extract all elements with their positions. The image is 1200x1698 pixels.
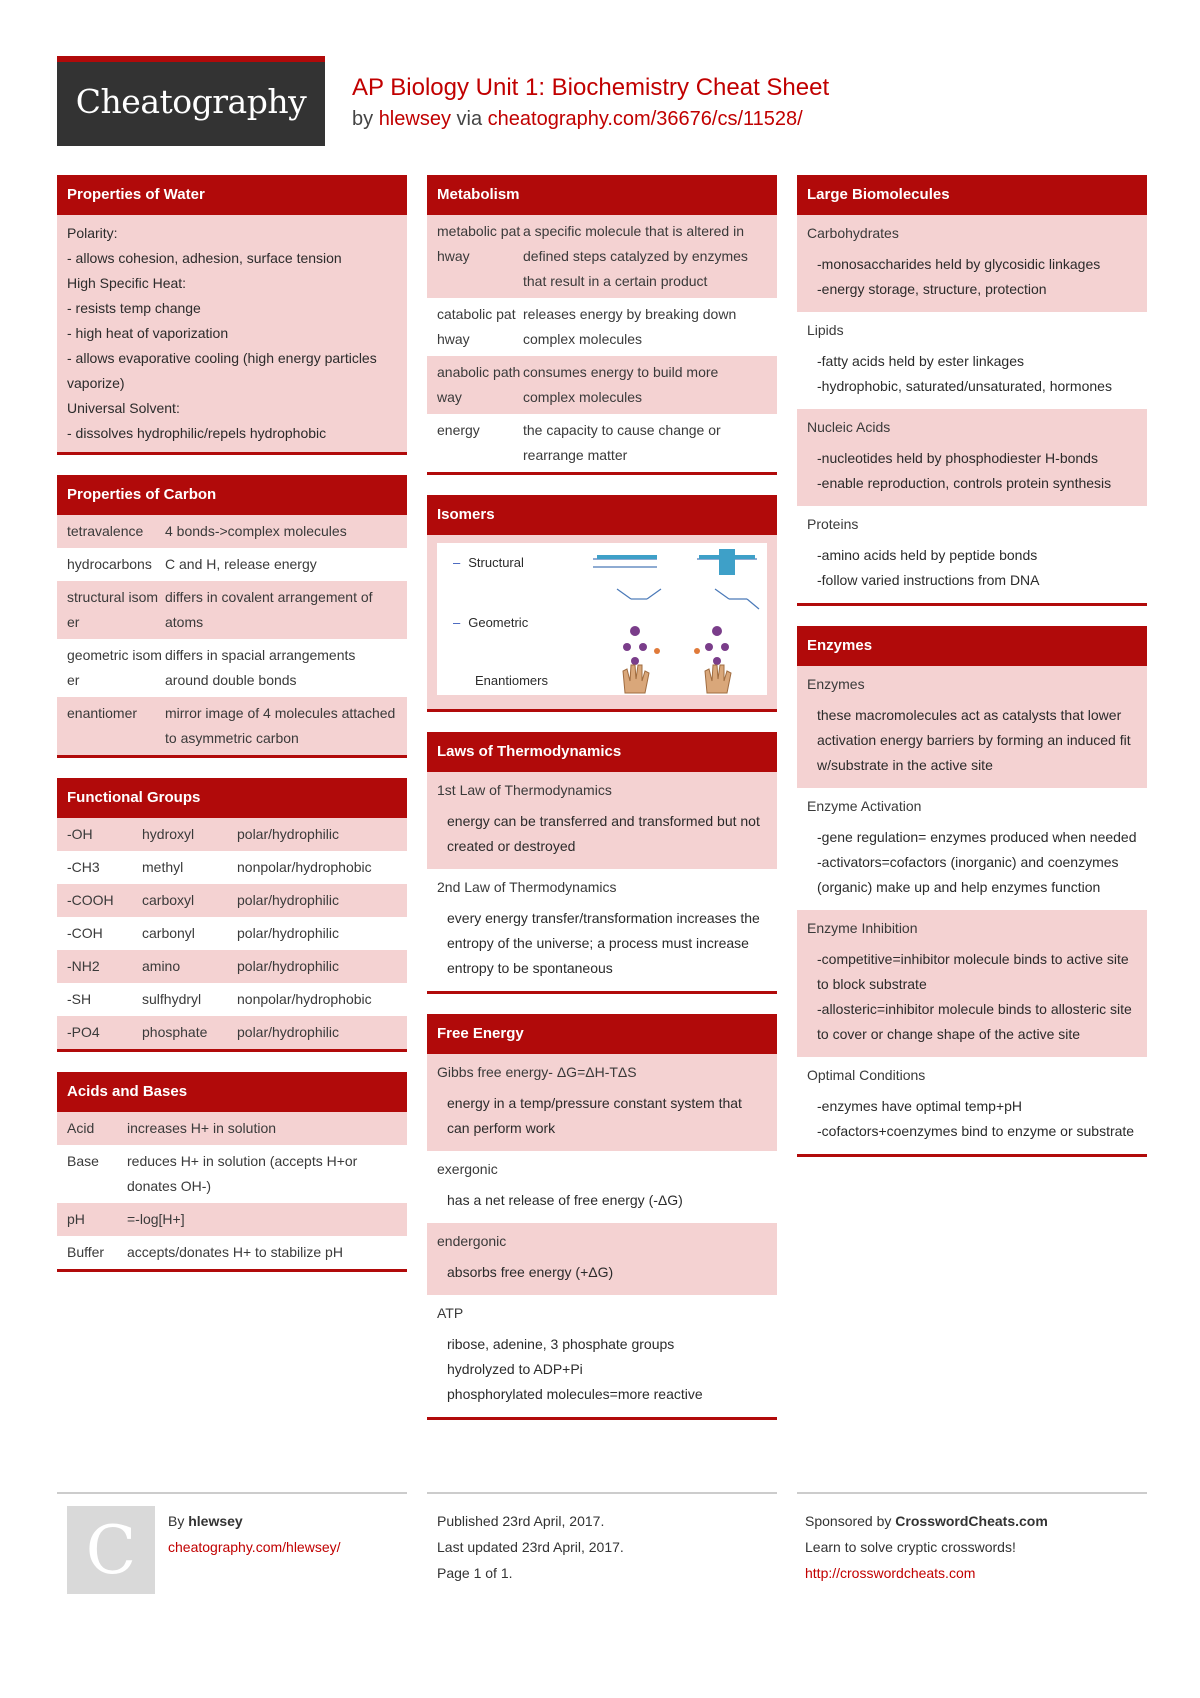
isomers-figure (437, 543, 767, 695)
subsection-body (797, 943, 1147, 1053)
subsection-body (427, 805, 777, 865)
subsection-body (797, 345, 1147, 405)
water-line: - allows cohesion, adhesion, surface tension (67, 250, 342, 266)
subsection-title: endergonic (437, 1233, 507, 1249)
footer-divider (797, 1492, 1147, 1494)
term: hydrocarbons (67, 556, 152, 572)
sponsored-by: Sponsored by (805, 1513, 892, 1529)
enzyme-group (797, 788, 1147, 910)
section-title: Large Biomolecules (797, 175, 1147, 215)
column-1 (57, 175, 407, 1292)
body-line: -nucleotides held by phosphodiester H-bonds (817, 450, 1098, 466)
body-line: -energy storage, structure, protection (817, 281, 1047, 297)
subsection-title: Enzymes (807, 676, 865, 692)
sheet-url-link[interactable]: cheatography.com/36676/cs/11528/ (487, 108, 803, 130)
body-line: energy can be transferred and transformed but not created or destroyed (447, 813, 760, 854)
polarity: polar/hydrophilic (237, 958, 339, 974)
definition: accepts/donates H+ to stabilize pH (127, 1244, 343, 1260)
subsection-title: Gibbs free energy- ΔG=ΔH-TΔS (437, 1064, 637, 1080)
subsection-body (427, 1256, 777, 1291)
section-large-biomolecules (797, 175, 1147, 606)
body-line: -gene regulation= enzymes produced when needed (817, 829, 1137, 845)
body-line: -competitive=inhibitor molecule binds to active site to block substrate (817, 951, 1129, 992)
subsection-body (797, 821, 1147, 906)
term: energy (437, 422, 480, 438)
biomolecule-group (797, 215, 1147, 312)
subsection-title: 1st Law of Thermodynamics (437, 782, 612, 798)
enzyme-group (797, 666, 1147, 788)
section-free-energy (427, 1014, 777, 1420)
subsection-body (427, 1328, 777, 1413)
subsection-title: 2nd Law of Thermodynamics (437, 879, 617, 895)
group-name: hydroxyl (142, 826, 195, 842)
water-line: - resists temp change (67, 300, 201, 316)
byline (352, 108, 803, 131)
group-name: phosphate (142, 1024, 208, 1040)
group-name: carboxyl (142, 892, 195, 908)
author-link[interactable]: hlewsey (378, 108, 451, 130)
footer-by: By (168, 1513, 185, 1529)
section-acids-and-bases (57, 1072, 407, 1272)
water-line: Polarity: (67, 225, 118, 241)
subsection-title: Enzyme Activation (807, 798, 922, 814)
formula: -OH (67, 826, 93, 842)
term: tetravalence (67, 523, 144, 539)
polarity: polar/hydrophilic (237, 1024, 339, 1040)
enzyme-group (797, 1057, 1147, 1154)
updated-date: Last updated 23rd April, 2017. (437, 1539, 624, 1555)
footer-dates (437, 1508, 624, 1586)
cheatography-logo[interactable] (57, 56, 325, 146)
biomolecule-group (797, 312, 1147, 409)
table-row (427, 356, 777, 414)
polarity: polar/hydrophilic (237, 892, 339, 908)
table-row (427, 215, 777, 298)
free-group (427, 1295, 777, 1417)
body-line: -amino acids held by peptide bonds (817, 547, 1038, 563)
body-line: energy in a temp/pressure constant system that can perform work (447, 1095, 742, 1136)
body-line: -activators=cofactors (inorganic) and coenzymes (organic) make up and help enzymes function (817, 854, 1119, 895)
definition: differs in covalent arrangement of atoms (165, 589, 373, 630)
subsection-title: Proteins (807, 516, 859, 532)
sponsor-tagline: Learn to solve cryptic crosswords! (805, 1539, 1016, 1555)
formula: -CH3 (67, 859, 100, 875)
page-title: AP Biology Unit 1: Biochemistry Cheat Sheet (352, 74, 830, 101)
molecule-diagram-icon (587, 543, 767, 695)
water-line: Universal Solvent: (67, 400, 180, 416)
footer-author (168, 1508, 341, 1560)
byline-via: via (456, 108, 483, 130)
footer-divider (427, 1492, 777, 1494)
isomer-label-text: Enantiomers (475, 673, 548, 688)
sponsor-link[interactable]: http://crosswordcheats.com (805, 1565, 976, 1581)
footer-author-link[interactable]: cheatography.com/hlewsey/ (168, 1539, 341, 1555)
avatar-letter: C (85, 1512, 137, 1589)
group-name: sulfhydryl (142, 991, 202, 1007)
definition: mirror image of 4 molecules attached to asymmetric carbon (165, 705, 396, 746)
body-line: -follow varied instructions from DNA (817, 572, 1040, 588)
table-row (57, 1236, 407, 1269)
formula: -PO4 (67, 1024, 100, 1040)
table-row (57, 1145, 407, 1203)
subsection-title: Lipids (807, 322, 844, 338)
table-row (427, 298, 777, 356)
term: pH (67, 1211, 85, 1227)
table-row (57, 950, 407, 983)
subsection-body (797, 248, 1147, 308)
definition: 4 bonds->complex molecules (165, 523, 347, 539)
subsection-body (797, 539, 1147, 599)
term: anabolic pathway (437, 364, 521, 405)
table-row (57, 917, 407, 950)
table-row (57, 548, 407, 581)
subsection-body (797, 1090, 1147, 1150)
table-row (57, 983, 407, 1016)
published-date: Published 23rd April, 2017. (437, 1513, 605, 1529)
term: Base (67, 1153, 99, 1169)
thermo-group (427, 869, 777, 991)
polarity: polar/hydrophilic (237, 826, 339, 842)
water-line: - high heat of vaporization (67, 325, 229, 341)
definition: the capacity to cause change or rearrange matter (523, 422, 721, 463)
biomolecule-group (797, 506, 1147, 603)
definition: consumes energy to build more complex molecules (523, 364, 719, 405)
isomer-label: – Geometric (453, 615, 529, 630)
section-title: Acids and Bases (57, 1072, 407, 1112)
term: structural isomer (67, 589, 159, 630)
polarity: polar/hydrophilic (237, 925, 339, 941)
footer-author-name[interactable]: hlewsey (188, 1513, 243, 1529)
polarity: nonpolar/hydrophobic (237, 991, 372, 1007)
isomer-label: – Structural (453, 555, 524, 570)
subsection-body (797, 442, 1147, 502)
definition: increases H+ in solution (127, 1120, 277, 1136)
isomer-label-text: Geometric (468, 615, 529, 630)
isomer-label-text: Structural (468, 555, 524, 570)
formula: -COOH (67, 892, 114, 908)
formula: -SH (67, 991, 92, 1007)
group-name: carbonyl (142, 925, 195, 941)
section-enzymes (797, 626, 1147, 1157)
table-row (57, 851, 407, 884)
table-row (57, 697, 407, 755)
page-number: Page 1 of 1. (437, 1565, 513, 1581)
body-line: -cofactors+coenzymes bind to enzyme or substrate (817, 1123, 1135, 1139)
definition: releases energy by breaking down complex molecules (523, 306, 737, 347)
body-line: every energy transfer/transformation increases the entropy of the universe; a process must increase entropy to be spontaneous (447, 910, 760, 976)
section-laws-of-thermodynamics (427, 732, 777, 994)
formula: -NH2 (67, 958, 100, 974)
term: geometric isomer (67, 647, 162, 688)
definition: C and H, release energy (165, 556, 317, 572)
body-line: -enzymes have optimal temp+pH (817, 1098, 1023, 1114)
table-row (57, 515, 407, 548)
author-avatar[interactable] (67, 1506, 155, 1594)
column-2 (427, 175, 777, 1440)
definition: reduces H+ in solution (accepts H+or donates OH-) (127, 1153, 358, 1194)
body-line: -hydrophobic, saturated/unsaturated, hormones (817, 378, 1112, 394)
section-title: Free Energy (427, 1014, 777, 1054)
section-title: Enzymes (797, 626, 1147, 666)
column-3 (797, 175, 1147, 1177)
section-title: Laws of Thermodynamics (427, 732, 777, 772)
table-row (427, 414, 777, 472)
subsection-body (427, 902, 777, 987)
term: Buffer (67, 1244, 105, 1260)
free-group (427, 1054, 777, 1151)
term: Acid (67, 1120, 95, 1136)
subsection-title: ATP (437, 1305, 464, 1321)
section-title: Functional Groups (57, 778, 407, 818)
body-line: phosphorylated molecules=more reactive (447, 1386, 703, 1402)
definition: =-log[H+] (127, 1211, 185, 1227)
section-metabolism (427, 175, 777, 475)
section-title: Metabolism (427, 175, 777, 215)
section-properties-of-carbon (57, 475, 407, 758)
subsection-body (797, 699, 1147, 784)
table-row (57, 818, 407, 851)
table-row (57, 1203, 407, 1236)
enzyme-group (797, 910, 1147, 1057)
definition: a specific molecule that is altered in defined steps catalyzed by enzymes that result in a certain product (523, 223, 748, 289)
definition: differs in spacial arrangements around double bonds (165, 647, 356, 688)
body-line: absorbs free energy (+ΔG) (447, 1264, 614, 1280)
isomer-label (475, 673, 548, 688)
free-group (427, 1223, 777, 1295)
term: metabolic pathway (437, 223, 521, 264)
water-line: - dissolves hydrophilic/repels hydrophobic (67, 425, 327, 441)
body-line: these macromolecules act as catalysts that lower activation energy barriers by forming an induced fit w/substrate in the active site (817, 707, 1131, 773)
sponsor-name[interactable]: CrosswordCheats.com (895, 1513, 1048, 1529)
table-row (57, 639, 407, 697)
free-group (427, 1151, 777, 1223)
subsection-title: Carbohydrates (807, 225, 899, 241)
body-line: hydrolyzed to ADP+Pi (447, 1361, 583, 1377)
body-line: -allosteric=inhibitor molecule binds to allosteric site to cover or change shape of the active site (817, 1001, 1132, 1042)
section-isomers (427, 495, 777, 712)
water-text (57, 215, 407, 452)
isomers-figure-wrap (427, 535, 777, 709)
subsection-title: exergonic (437, 1161, 498, 1177)
body-line: -monosaccharides held by glycosidic linkages (817, 256, 1101, 272)
body-line: -enable reproduction, controls protein synthesis (817, 475, 1112, 491)
footer-divider (57, 1492, 407, 1494)
group-name: amino (142, 958, 181, 974)
group-name: methyl (142, 859, 184, 875)
logo-text: Cheatography (75, 82, 307, 121)
table-row (57, 1112, 407, 1145)
subsection-title: Enzyme Inhibition (807, 920, 918, 936)
subsection-title: Nucleic Acids (807, 419, 891, 435)
table-row (57, 581, 407, 639)
subsection-title: Optimal Conditions (807, 1067, 926, 1083)
biomolecule-group (797, 409, 1147, 506)
term: enantiomer (67, 705, 138, 721)
section-title: Isomers (427, 495, 777, 535)
section-title: Properties of Water (57, 175, 407, 215)
body-line: ribose, adenine, 3 phosphate groups (447, 1336, 675, 1352)
byline-by: by (352, 108, 374, 130)
subsection-body (427, 1184, 777, 1219)
footer-sponsor (805, 1508, 1048, 1586)
table-row (57, 884, 407, 917)
formula: -COH (67, 925, 103, 941)
water-line: High Specific Heat: (67, 275, 187, 291)
body-line: -fatty acids held by ester linkages (817, 353, 1024, 369)
section-functional-groups (57, 778, 407, 1052)
table-row (57, 1016, 407, 1049)
water-line: - allows evaporative cooling (high energy particles vaporize) (67, 350, 377, 391)
polarity: nonpolar/hydrophobic (237, 859, 372, 875)
section-properties-of-water (57, 175, 407, 455)
thermo-group (427, 772, 777, 869)
body-line: has a net release of free energy (-ΔG) (447, 1192, 683, 1208)
section-title: Properties of Carbon (57, 475, 407, 515)
subsection-body (427, 1087, 777, 1147)
term: catabolic pathway (437, 306, 516, 347)
